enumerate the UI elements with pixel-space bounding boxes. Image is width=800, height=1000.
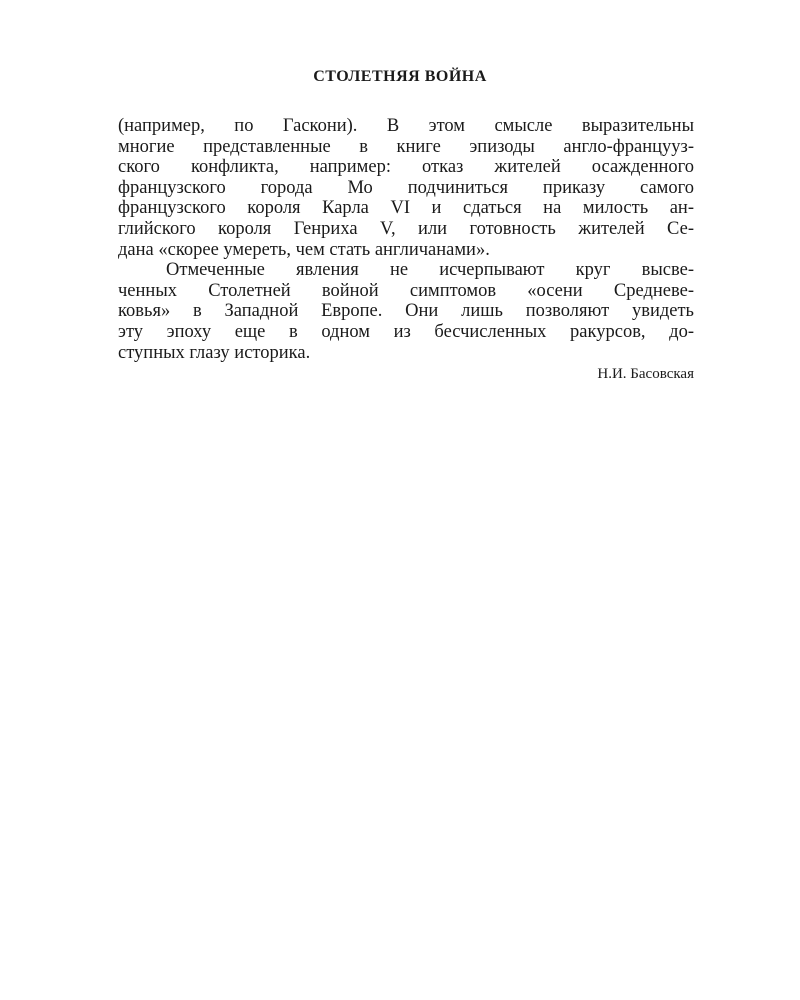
text-line: многие представленные в книге эпизоды англо-францууз- <box>118 136 694 157</box>
text-line: Отмеченные явления не исчерпывают круг высве- <box>166 260 694 281</box>
main-text <box>118 116 694 384</box>
text-line: ступных глазу историка. <box>118 342 311 363</box>
author-signature: Н.И. Басовская <box>597 366 694 383</box>
text-line: ковья» в Западной Европе. Они лишь позволяют увидеть <box>118 301 694 322</box>
text-line: дана «скорее умереть, чем стать англичанами». <box>118 239 490 260</box>
text-line: (например, по Гаскони). В этом смысле выразительны <box>118 116 694 136</box>
text-line: французского короля Карла VI и сдаться на милость ан- <box>118 198 694 219</box>
running-title: СТОЛЕТНЯЯ ВОЙНА <box>313 68 487 85</box>
text-line: ченных Столетней войной симптомов «осени Средневе- <box>118 280 694 301</box>
text-line: глийского короля Генриха V, или готовность жителей Се- <box>118 218 694 239</box>
text-line: ского конфликта, например: отказ жителей осажденного <box>118 157 694 178</box>
text-line: эту эпоху еще в одном из бесчисленных ракурсов, до- <box>118 321 694 342</box>
text-line: французского города Мо подчиниться приказу самого <box>118 177 694 198</box>
